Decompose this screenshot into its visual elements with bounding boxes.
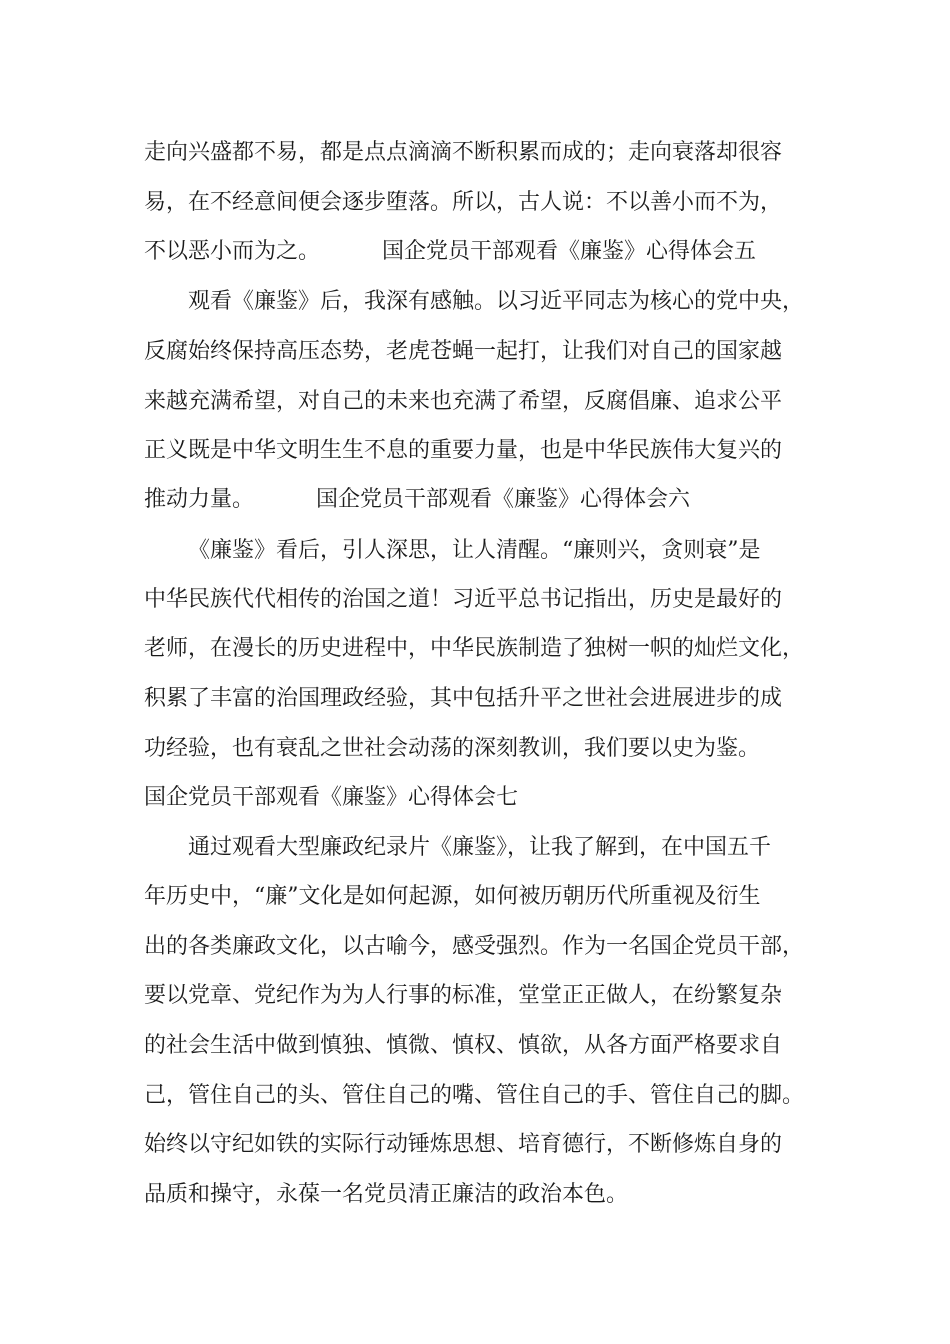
text-line: 积累了丰富的治国理政经验，其中包括升平之世社会进展进步的成 — [144, 686, 783, 711]
text-line: 反腐始终保持高压态势，老虎苍蝇一起打，让我们对自己的国家越 — [144, 339, 783, 364]
text-line: 始终以守纪如铁的实际行动锤炼思想、培育德行，不断修炼自身的 — [144, 1132, 783, 1157]
text-line — [144, 239, 756, 265]
text-line: 要以党章、党纪作为为人行事的标准，堂堂正正做人，在纷繁复杂 — [144, 983, 783, 1008]
text-line: 来越充满希望，对自己的未来也充满了希望，反腐倡廉、追求公平 — [144, 389, 783, 414]
text-line: 老师，在漫长的历史进程中，中华民族制造了独树一帜的灿烂文化， — [144, 636, 805, 661]
paragraph-end-text: 推动力量。 — [144, 487, 255, 512]
text-line: 品质和操守，永葆一名党员清正廉洁的政治本色。 — [144, 1182, 629, 1207]
text-line: 正义既是中华文明生生不息的重要力量，也是中华民族伟大复兴的 — [144, 438, 783, 463]
text-line: 出的各类廉政文化，以古喻今，感受强烈。作为一名国企党员干部， — [144, 934, 805, 959]
text-line: 观看《廉鉴》后，我深有感触。以习近平同志为核心的党中央， — [188, 289, 805, 314]
paragraph-end-text: 不以恶小而为之。 — [144, 239, 321, 264]
text-line: 通过观看大型廉政纪录片《廉鉴》，让我了解到，在中国五千 — [188, 835, 772, 860]
text-line: 走向兴盛都不易，都是点点滴滴不断积累而成的；走向衰落却很容 — [144, 140, 783, 165]
text-line: 年历史中，“廉”文化是如何起源，如何被历朝历代所重视及衍生 — [144, 884, 761, 909]
text-line: 《廉鉴》看后，引人深思，让人清醒。“廉则兴，贪则衰”是 — [188, 538, 761, 563]
text-line: 功经验，也有衰乱之世社会动荡的深刻教训，我们要以史为鉴。 — [144, 736, 761, 761]
section-heading-5: 国企党员干部观看《廉鉴》心得体会五 — [382, 239, 757, 264]
section-heading-7: 国企党员干部观看《廉鉴》心得体会七 — [144, 785, 519, 810]
section-heading-6: 国企党员干部观看《廉鉴》心得体会六 — [316, 487, 691, 512]
text-line: 中华民族代代相传的治国之道！习近平总书记指出，历史是最好的 — [144, 587, 783, 612]
text-line: 易，在不经意间便会逐步堕落。所以，古人说：不以善小而不为， — [144, 190, 783, 215]
text-line: 的社会生活中做到慎独、慎微、慎权、慎欲，从各方面严格要求自 — [144, 1033, 783, 1058]
text-line: 己，管住自己的头、管住自己的嘴、管住自己的手、管住自己的脚。 — [144, 1083, 805, 1108]
text-line — [144, 487, 690, 513]
